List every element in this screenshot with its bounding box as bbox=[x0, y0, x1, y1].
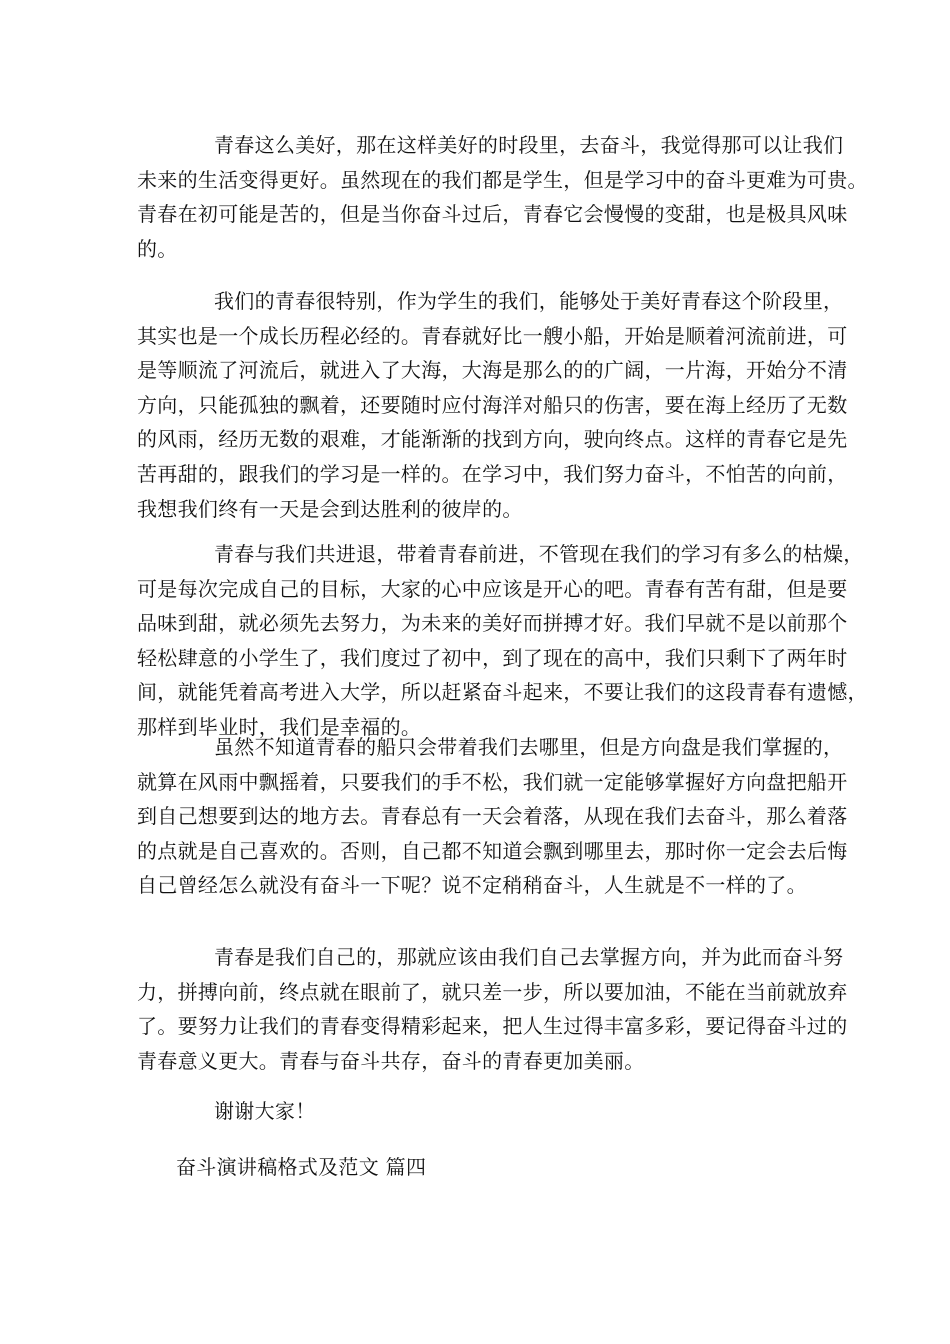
paragraph-5 bbox=[137, 940, 848, 1078]
paragraph-line: 自己曾经怎么就没有奋斗一下呢？说不定稍稍奋斗，人生就是不一样的了。 bbox=[137, 873, 807, 898]
paragraph-line: 青春意义更大。青春与奋斗共存，奋斗的青春更加美丽。 bbox=[137, 1048, 645, 1073]
paragraph-line: 我们的青春很特别，作为学生的我们，能够处于美好青春这个阶段里， bbox=[214, 289, 844, 313]
paragraph-3 bbox=[137, 537, 868, 745]
paragraph-line: 的。 bbox=[137, 236, 178, 261]
paragraph-line: 方向，只能孤独的飘着，还要随时应付海洋对船只的伤害，要在海上经历了无数 bbox=[137, 392, 848, 417]
paragraph-line: 是等顺流了河流后，就进入了大海，大海是那么的的广阔，一片海，开始分不清 bbox=[137, 358, 848, 383]
paragraph-line: 的点就是自己喜欢的。否则，自己都不知道会飘到哪里去，那时你一定会去后悔 bbox=[137, 838, 848, 863]
paragraph-line: 其实也是一个成长历程必经的。青春就好比一艘小船，开始是顺着河流前进，可 bbox=[137, 323, 848, 348]
paragraph-line: 那样到毕业时，我们是幸福的。 bbox=[137, 714, 422, 739]
paragraph-line: 青春是我们自己的，那就应该由我们自己去掌握方向，并为此而奋斗努 bbox=[214, 945, 844, 969]
paragraph-line: 力，拼搏向前，终点就在眼前了，就只差一步，所以要加油，不能在当前就放弃 bbox=[137, 979, 848, 1004]
paragraph-line: 苦再甜的，跟我们的学习是一样的。在学习中，我们努力奋斗，不怕苦的向前， bbox=[137, 461, 848, 486]
paragraph-line: 青春这么美好，那在这样美好的时段里，去奋斗，我觉得那可以让我们 bbox=[214, 133, 844, 157]
paragraph-line: 未来的生活变得更好。虽然现在的我们都是学生，但是学习中的奋斗更难为可贵。 bbox=[137, 167, 868, 192]
closing-remark: 谢谢大家！ bbox=[214, 1099, 316, 1123]
paragraph-line: 可是每次完成自己的目标，大家的心中应该是开心的吧。青春有苦有甜，但是要 bbox=[137, 576, 848, 601]
paragraph-line: 间，就能凭着高考进入大学，所以赶紧奋斗起来，不要让我们的这段青春有遗憾， bbox=[137, 680, 868, 705]
paragraph-line: 品味到甜，就必须先去努力，为未来的美好而拼搏才好。我们早就不是以前那个 bbox=[137, 611, 848, 636]
paragraph-line: 的风雨，经历无数的艰难，才能渐渐的找到方向，驶向终点。这样的青春它是先 bbox=[137, 427, 848, 452]
paragraph-line: 了。要努力让我们的青春变得精彩起来，把人生过得丰富多彩，要记得奋斗过的 bbox=[137, 1014, 848, 1039]
paragraph-line: 青春在初可能是苦的，但是当你奋斗过后，青春它会慢慢的变甜，也是极具风味 bbox=[137, 202, 848, 227]
paragraph-1 bbox=[137, 128, 868, 266]
paragraph-line: 到自己想要到达的地方去。青春总有一天会着落，从现在我们去奋斗，那么着落 bbox=[137, 804, 848, 829]
paragraph-line: 青春与我们共进退，带着青春前进，不管现在我们的学习有多么的枯燥， bbox=[214, 542, 864, 566]
paragraph-line: 虽然不知道青春的船只会带着我们去哪里，但是方向盘是我们掌握的， bbox=[214, 735, 844, 759]
next-section-heading: 奋斗演讲稿格式及范文 篇四 bbox=[176, 1155, 427, 1179]
paragraph-4 bbox=[137, 730, 848, 903]
paragraph-line: 我想我们终有一天是会到达胜利的彼岸的。 bbox=[137, 496, 523, 521]
paragraph-line: 轻松肆意的小学生了，我们度过了初中，到了现在的高中，我们只剩下了两年时 bbox=[137, 645, 848, 670]
paragraph-2 bbox=[137, 284, 848, 526]
paragraph-line: 就算在风雨中飘摇着，只要我们的手不松，我们就一定能够掌握好方向盘把船开 bbox=[137, 769, 848, 794]
